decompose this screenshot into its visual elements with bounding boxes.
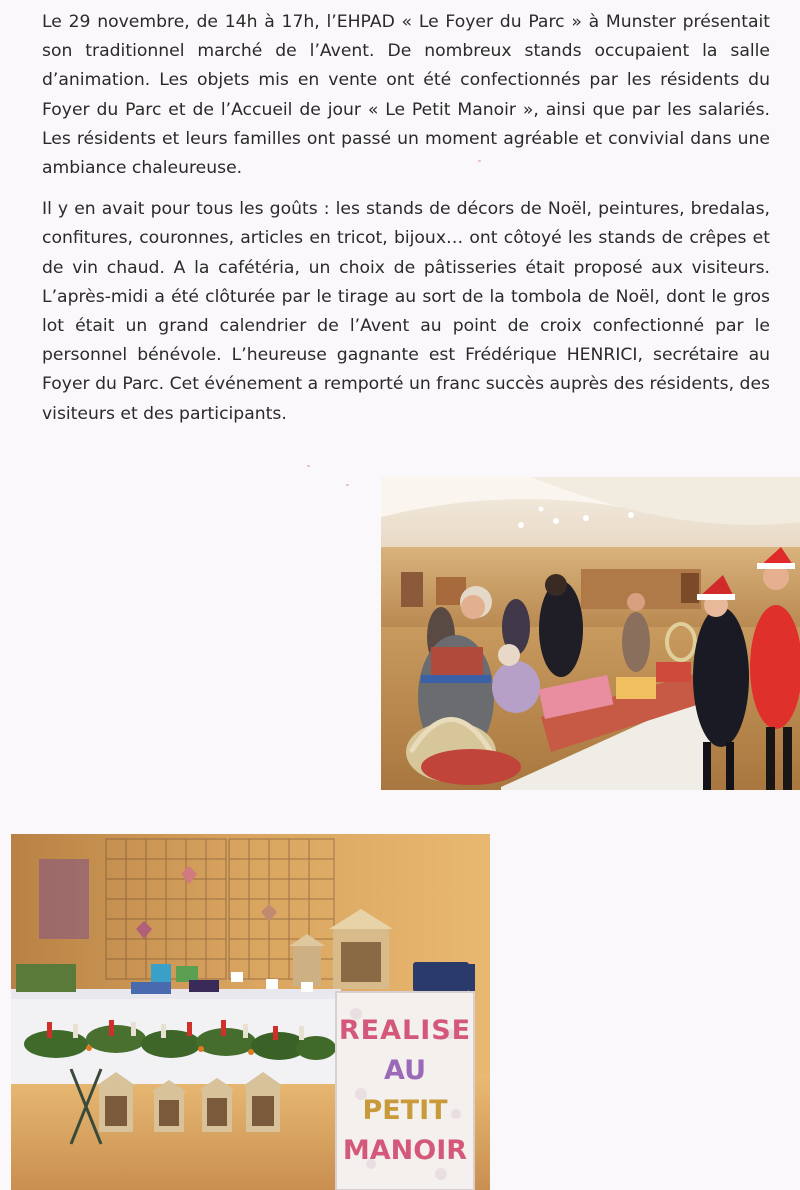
sign-line-4: MANOIR — [342, 1135, 468, 1166]
article-paragraph-2: Il y en avait pour tous les goûts : les stands de décors de Noël, peintures, bredalas, confitures, couronnes, articles en tricot, bijoux… ont côtoyé les stands de crêpes et de vin chaud. A la cafétéria, un choix de pâtisseries était proposé aux visiteurs. L’après-midi a été clôturée par le tirage au sort de la tombola de Noël, dont le gros lot était un grand calendrier de l’Avent au point de croix confectionné par le personnel bénévole. L’heureuse gagnante est Frédérique HENRICI, secrétaire au Foyer du Parc. Cet événement a remporté un franc succès auprès des résidents, des visiteurs et des participants. — [42, 199, 770, 424]
sign-line-2: AU — [384, 1055, 426, 1086]
article-body — [42, 8, 770, 441]
sign-line-1: REALISE — [338, 1015, 472, 1046]
sign-line-3: PETIT — [362, 1095, 448, 1126]
article-paragraph-1: Le 29 novembre, de 14h à 17h, l’EHPAD « Le Foyer du Parc » à Munster présentait son traditionnel marché de l’Avent. De nombreux stands occupaient la salle d’animation. Les objets mis en vente ont été confectionnés par les résidents du Foyer du Parc et de l’Accueil de jour « Le Petit Manoir », ainsi que par les salariés. Les résidents et leurs familles ont passé un moment agréable et convivial dans une ambiance chaleureuse. — [42, 12, 770, 179]
petit-manoir-stand-photo — [11, 834, 490, 1190]
scan-speck — [346, 484, 349, 486]
scan-speck — [307, 465, 310, 467]
scan-speck — [478, 160, 481, 162]
market-hall-photo — [381, 477, 800, 790]
